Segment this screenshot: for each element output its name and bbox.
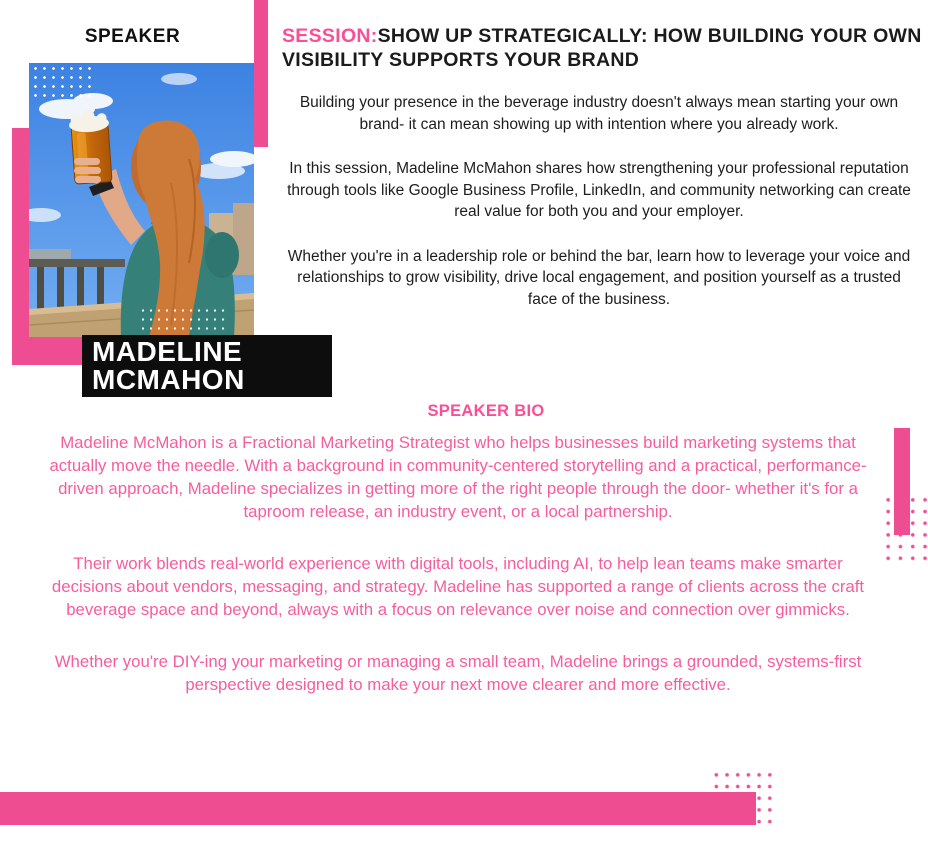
bottom-pink-bar-accent [0, 792, 756, 825]
bio-paragraph-3: Whether you're DIY-ing your marketing or managing a small team, Madeline brings a grounded, systems-first perspective designed to make your next move clearer and more effective. [54, 652, 862, 694]
speaker-name-line2: MCMAHON [92, 364, 245, 395]
speaker-name-box [82, 335, 332, 397]
speaker-bio-heading: SPEAKER BIO [427, 402, 545, 420]
speaker-photo [29, 63, 254, 337]
session-title-text: SHOW UP STRATEGICALLY: HOW BUILDING YOUR OWN VISIBILITY SUPPORTS YOUR BRAND [282, 25, 922, 71]
top-pink-bar-accent [254, 0, 268, 147]
session-paragraph-3: Whether you're in a leadership role or behind the bar, learn how to leverage your voice and relationships to grow visibility, drive local engagement, and position yourself as a trusted face of the business. [287, 247, 911, 308]
bio-paragraph-2: Their work blends real-world experience with digital tools, including AI, to help lean teams make smarter decisions about vendors, messaging, and strategy. Madeline has supported a range of clients across the craft beverage space and beyond, always with a focus on relevance over noise and connection over gimmicks. [51, 554, 865, 619]
session-title [282, 24, 922, 72]
session-paragraph-1: Building your presence in the beverage industry doesn't always mean starting your own brand- it can mean showing up with intention where you already work. [299, 94, 899, 133]
speaker-heading: SPEAKER [84, 26, 181, 47]
speaker-bio-text [48, 431, 868, 725]
bio-paragraph-1: Madeline McMahon is a Fractional Marketing Strategist who helps businesses build marketing systems that actually move the needle. With a background in community-centered storytelling and a practical, performance-driven approach, Madeline specializes in getting more of the right people through the door- whether it's for a taproom release, an industry event, or a local partnership. [49, 433, 867, 521]
speaker-name-line1: MADELINE [92, 336, 243, 367]
right-pink-bar-accent [894, 428, 910, 535]
session-description [282, 92, 916, 333]
speaker-photo-illustration [29, 63, 254, 337]
sleeve [205, 232, 239, 278]
fingers [74, 158, 101, 183]
session-label: SESSION: [282, 25, 378, 47]
session-paragraph-2: In this session, Madeline McMahon shares how strengthening your professional reputation through tools like Google Business Profile, LinkedIn, and community networking can create real value for both you and your employer. [287, 160, 911, 220]
